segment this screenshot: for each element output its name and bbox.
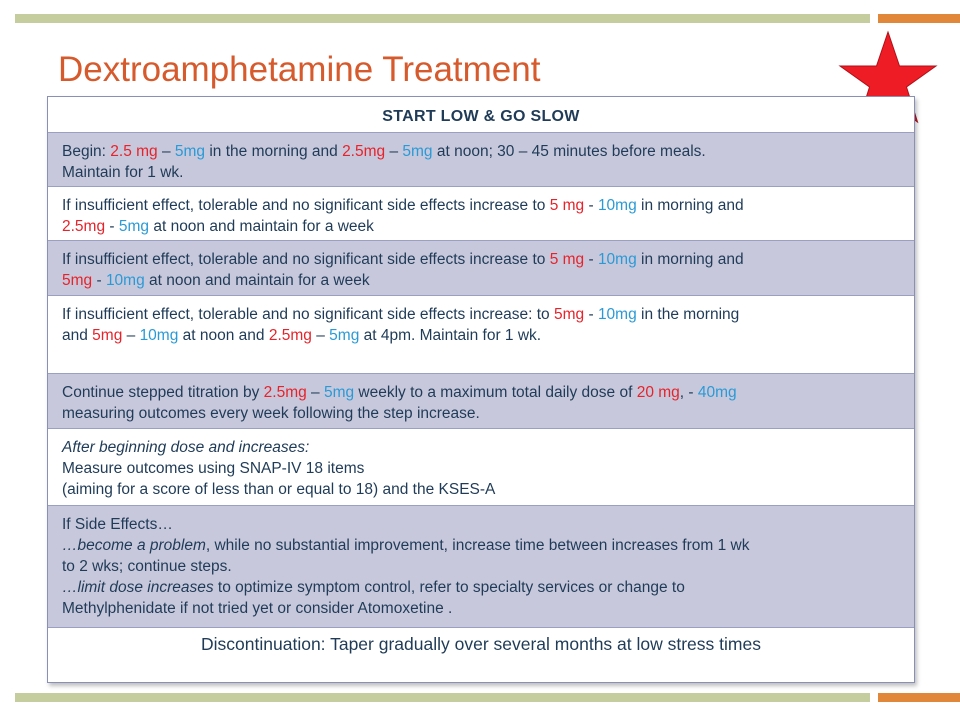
text: Measure outcomes using SNAP-IV 18 items bbox=[62, 460, 365, 477]
text: If insufficient effect, tolerable and no significant side effects increase to bbox=[62, 197, 550, 214]
dose-blue: 10mg bbox=[139, 327, 179, 344]
table-header bbox=[48, 97, 914, 132]
dose-blue: 40mg bbox=[697, 384, 737, 401]
text: weekly to a maximum total daily dose of bbox=[354, 384, 637, 401]
text: at noon and bbox=[178, 327, 269, 344]
dose-blue: 5mg bbox=[323, 384, 355, 401]
row-step-2 bbox=[48, 186, 914, 240]
text: in morning and bbox=[636, 197, 744, 214]
text: measuring outcomes every week following the step increase. bbox=[62, 405, 480, 422]
text: If Side Effects… bbox=[62, 516, 173, 533]
text: , - bbox=[679, 384, 698, 401]
dose-red: 5 mg bbox=[549, 197, 585, 214]
dose-red: 5mg bbox=[554, 306, 585, 323]
text: Discontinuation: Taper gradually over several months at low stress times bbox=[201, 634, 761, 654]
row-begin bbox=[48, 132, 914, 186]
text: Methylphenidate if not tried yet or consider Atomoxetine . bbox=[62, 600, 453, 617]
bottom-green-bar bbox=[15, 693, 870, 702]
dose-blue: 5mg bbox=[118, 218, 150, 235]
text: (aiming for a score of less than or equal to 18) and the KSES-A bbox=[62, 481, 496, 498]
dose-red: 2.5mg bbox=[268, 327, 312, 344]
text: - bbox=[584, 251, 598, 268]
text: to optimize symptom control, refer to specialty services or change to bbox=[213, 579, 685, 596]
top-green-bar bbox=[15, 14, 870, 23]
text: at noon and maintain for a week bbox=[144, 272, 370, 289]
dose-blue: 10mg bbox=[597, 251, 637, 268]
text: Maintain for 1 wk. bbox=[62, 164, 184, 181]
treatment-table bbox=[47, 96, 915, 683]
text: If insufficient effect, tolerable and no significant side effects increase: to bbox=[62, 306, 554, 323]
row-step-3 bbox=[48, 240, 914, 295]
dose-red: 5mg bbox=[92, 327, 123, 344]
text: in morning and bbox=[636, 251, 744, 268]
text: - bbox=[105, 218, 119, 235]
text: at 4pm. Maintain for 1 wk. bbox=[359, 327, 542, 344]
top-orange-bar bbox=[878, 14, 960, 23]
text: After beginning dose and increases: bbox=[62, 439, 310, 456]
dose-red: 20 mg bbox=[636, 384, 680, 401]
dose-blue: 5mg bbox=[329, 327, 360, 344]
dose-red: 2.5mg bbox=[62, 218, 106, 235]
text: , while no substantial improvement, increase time between increases from 1 wk bbox=[205, 537, 750, 554]
dose-red: 5 mg bbox=[549, 251, 585, 268]
row-after bbox=[48, 428, 914, 505]
text: at noon; 30 – 45 minutes before meals. bbox=[432, 143, 706, 160]
dose-red: 5mg bbox=[62, 272, 93, 289]
text: and bbox=[62, 327, 93, 344]
dose-red: 2.5 mg bbox=[110, 143, 158, 160]
bottom-orange-bar bbox=[878, 693, 960, 702]
page-title: Dextroamphetamine Treatment bbox=[58, 50, 541, 89]
dose-red: 2.5mg bbox=[263, 384, 307, 401]
row-side-effects bbox=[48, 505, 914, 627]
header-text: START LOW & GO SLOW bbox=[382, 108, 580, 125]
text: – bbox=[306, 384, 324, 401]
dose-blue: 10mg bbox=[105, 272, 145, 289]
text: Begin: bbox=[62, 143, 111, 160]
row-step-4 bbox=[48, 295, 914, 373]
dose-blue: 10mg bbox=[597, 197, 637, 214]
dose-blue: 5mg bbox=[402, 143, 433, 160]
row-discontinuation bbox=[48, 627, 914, 682]
text: - bbox=[584, 197, 598, 214]
text: - bbox=[584, 306, 598, 323]
text: - bbox=[92, 272, 106, 289]
text: – bbox=[122, 327, 140, 344]
dose-blue: 10mg bbox=[597, 306, 637, 323]
text: to 2 wks; continue steps. bbox=[62, 558, 232, 575]
row-continue bbox=[48, 373, 914, 428]
text: Continue stepped titration by bbox=[62, 384, 264, 401]
text: …become a problem bbox=[62, 537, 206, 554]
text: If insufficient effect, tolerable and no significant side effects increase to bbox=[62, 251, 550, 268]
dose-blue: 5mg bbox=[174, 143, 206, 160]
dose-red: 2.5mg bbox=[342, 143, 386, 160]
text: – bbox=[311, 327, 330, 344]
text: – bbox=[385, 143, 403, 160]
text: in the morning and bbox=[205, 143, 343, 160]
text: at noon and maintain for a week bbox=[149, 218, 374, 235]
text: …limit dose increases bbox=[62, 579, 214, 596]
text: in the morning bbox=[636, 306, 740, 323]
text: – bbox=[157, 143, 175, 160]
